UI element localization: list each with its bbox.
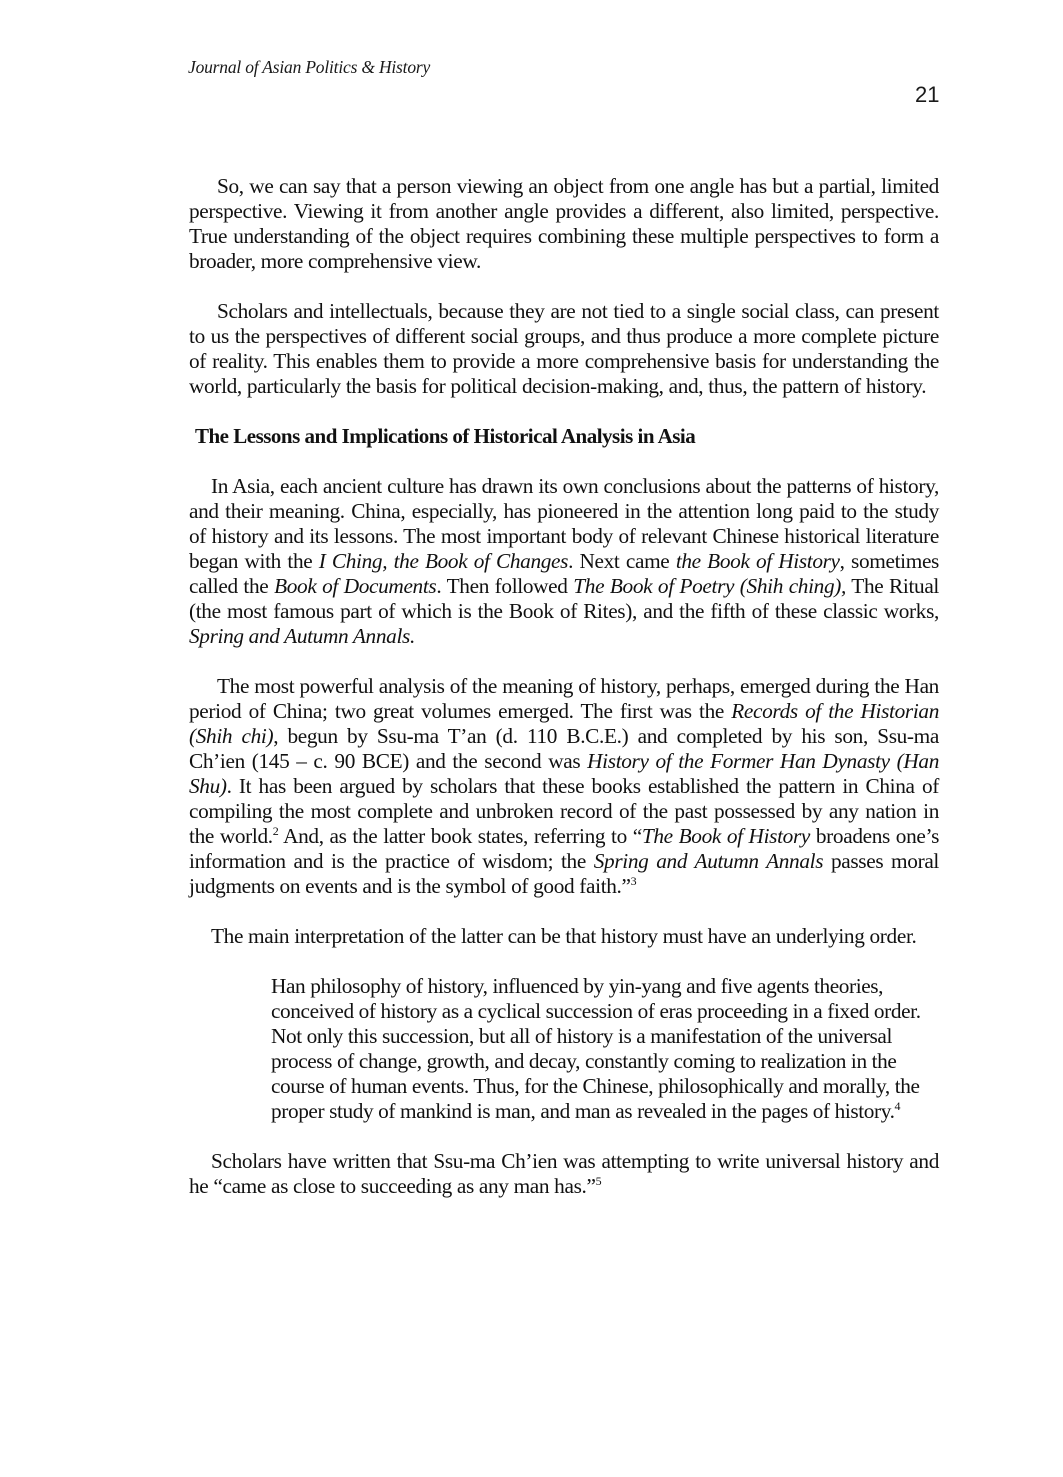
footnote-ref-4[interactable]: 4 <box>894 1099 901 1113</box>
footnote-ref-3[interactable]: 3 <box>630 874 637 888</box>
text-segment: In Asia, each ancient culture has drawn its own conclusions about the patterns of history, and their meaning. China, especially, has pioneered in the attention long paid to the study of history and its lessons. The most important body of relevant Chinese historical literature began with the <box>189 474 939 573</box>
paragraph-asia-cultures <box>189 474 939 649</box>
text-segment: The Ritual (the most famous part of which is the Book of Rites), and the fifth of these classic works, <box>189 574 939 623</box>
paragraph-scholars: Scholars and intellectuals, because they are not tied to a single social class, can present to us the perspectives of different social groups, and thus produce a more complete picture of reality. This enables them to provide a more comprehensive basis for understanding the world, particularly the basis for political decision-making, and, thus, the pattern of history. <box>189 299 939 398</box>
footnote-ref-5[interactable]: 5 <box>595 1174 602 1188</box>
italic-title-i-ching: I Ching, the Book of Changes <box>318 549 569 573</box>
italic-title-book-of-documents: Book of Documents <box>274 574 437 598</box>
text-segment: passes moral judgments on events and is the symbol of good faith.” <box>189 849 939 898</box>
text-segment: , sometimes called the <box>189 549 939 598</box>
quote-text: Han philosophy of history, influenced by yin-yang and five agents theories, conceived of history as a cyclical succession of eras proceeding in a fixed order. Not only this succession, but all of history is a manifestation of the universal process of change, growth, and decay, constantly coming to realization in the course of human events. Thus, for the Chinese, philosophically and morally, the proper study of mankind is man, and man as revealed in the pages of history. <box>271 974 921 1123</box>
page-number: 21 <box>915 82 940 107</box>
paragraph-interpretation: The main interpretation of the latter can be that history must have an underlying order. <box>211 924 917 948</box>
italic-title-book-of-history: The Book of History <box>641 824 811 848</box>
article-body <box>189 174 939 1224</box>
text-segment: And, as the latter book states, referring to “ <box>278 824 642 848</box>
italic-title-book-of-poetry: The Book of Poetry (Shih ching), <box>573 574 846 598</box>
text-segment: broadens one’s information and is the practice of wisdom; the <box>189 824 940 873</box>
section-heading: The Lessons and Implications of Historical Analysis in Asia <box>195 424 696 448</box>
italic-title-han-shu: History of the Former Han Dynasty (Han Shu) <box>189 749 939 798</box>
italic-title-spring-autumn: Spring and Autumn Annals. <box>189 624 415 648</box>
running-header: Journal of Asian Politics & History <box>188 57 431 77</box>
italic-title-records-historian: Records of the Historian (Shih chi) <box>189 699 939 748</box>
text-segment: The most powerful analysis of the meaning of history, perhaps, emerged during the Han period of China; two great volumes emerged. The first was the <box>189 674 939 723</box>
text-segment: , begun by Ssu-ma T’an (d. 110 B.C.E.) and completed by his son, Ssu-ma Ch’ien (145 – c. 90 BCE) and the second was <box>189 724 939 773</box>
text-segment: Scholars have written that Ssu-ma Ch’ien was attempting to write universal history and he “came as close to succeeding as any man has.” <box>189 1149 939 1198</box>
paragraph-universal-history <box>189 1149 939 1199</box>
text-segment: . It has been argued by scholars that these books established the pattern in China of compiling the most complete and unbroken record of the past possessed by any nation in the world. <box>189 774 939 848</box>
paragraph-han-period <box>189 674 939 899</box>
italic-title-book-of-history: the Book of History <box>675 549 840 573</box>
italic-title-spring-autumn: Spring and Autumn Annals <box>593 849 824 873</box>
text-segment: . Next came <box>568 549 676 573</box>
footnote-ref-2[interactable]: 2 <box>272 824 279 838</box>
paragraph-perspective: So, we can say that a person viewing an object from one angle has but a partial, limited perspective. Viewing it from another angle provides a different, also limited, perspective. True understanding of the object requires combining these multiple perspectives to form a broader, more comprehensive view. <box>189 174 939 273</box>
block-quote <box>271 974 931 1124</box>
text-segment: . Then followed <box>436 574 574 598</box>
